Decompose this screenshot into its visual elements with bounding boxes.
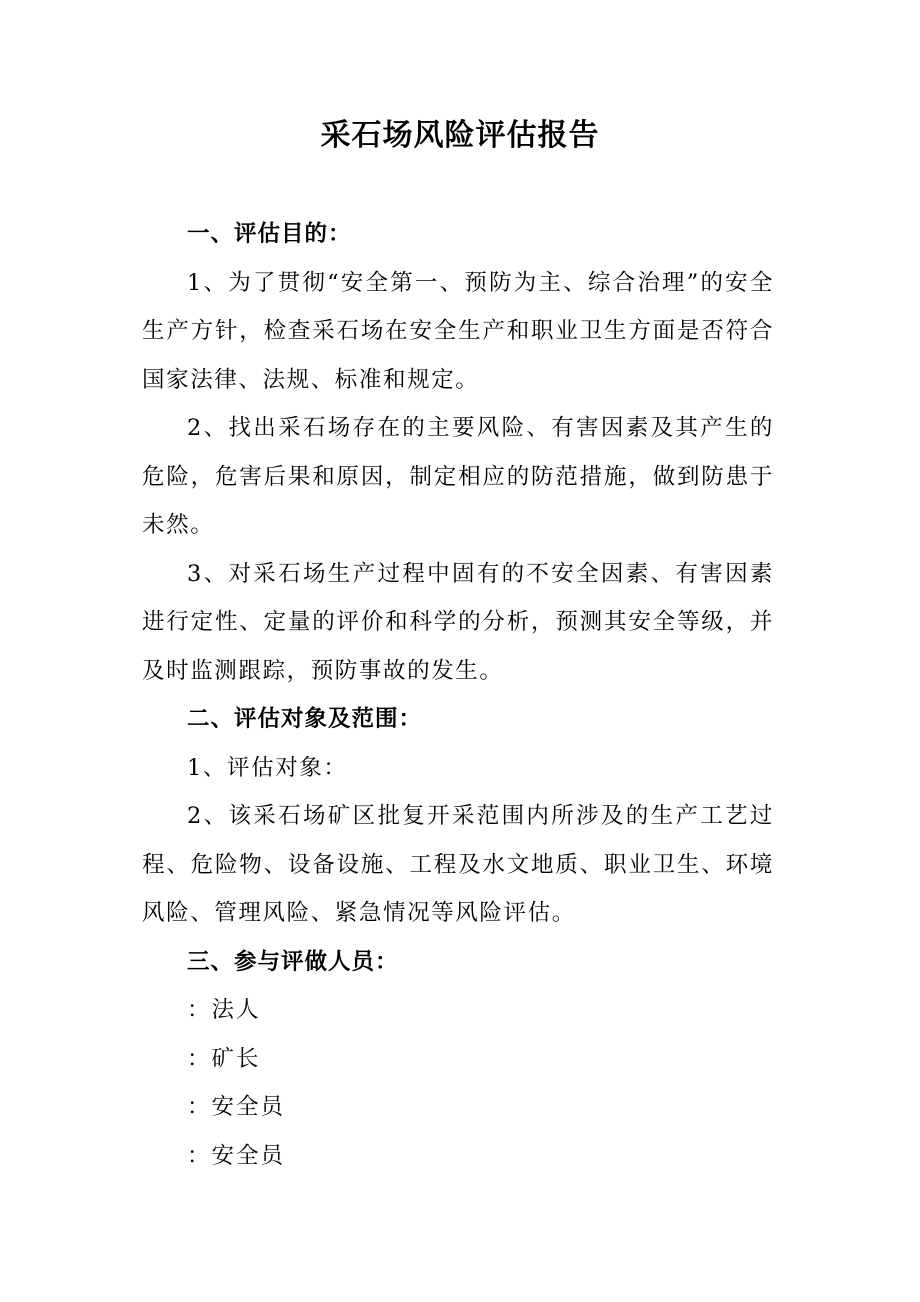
purpose-item-2: 2、找出采石场存在的主要风险、有害因素及其产生的危险，危害后果和原因，制定相应的防范措施，做到防患于未然。 (142, 415, 774, 538)
participant-legal-person: ：法人 (187, 997, 261, 1023)
purpose-item-1: 1、为了贯彻“安全第一、预防为主、综合治理”的安全生产方针，检查采石场在安全生产和职业卫生方面是否符合国家法律、法规、标准和规定。 (142, 269, 774, 393)
participant-mine-manager: ：矿长 (187, 1045, 261, 1072)
participant-safety-officer-1: ：安全员 (187, 1094, 286, 1120)
section-heading-scope: 二、评估对象及范围： (187, 706, 423, 732)
scope-item-2: 2、该采石场矿区批复开采范围内所涉及的生产工艺过程、危险物、设备设施、工程及水文地质、职业卫生、环境风险、管理风险、紧急情况等风险评估。 (142, 803, 774, 926)
document-body (142, 210, 774, 1180)
participant-safety-officer-2: ：安全员 (187, 1142, 286, 1169)
scope-item-1: 1、评估对象： (187, 754, 348, 781)
section-heading-purpose: 一、评估目的： (187, 221, 352, 247)
purpose-item-3: 3、对采石场生产过程中固有的不安全因素、有害因素进行定性、定量的评价和科学的分析，预测其安全等级，并及时监测跟踪，预防事故的发生。 (142, 560, 774, 684)
document-title: 采石场风险评估报告 (320, 118, 600, 153)
section-heading-participants: 三、参与评做人员： (187, 948, 399, 975)
